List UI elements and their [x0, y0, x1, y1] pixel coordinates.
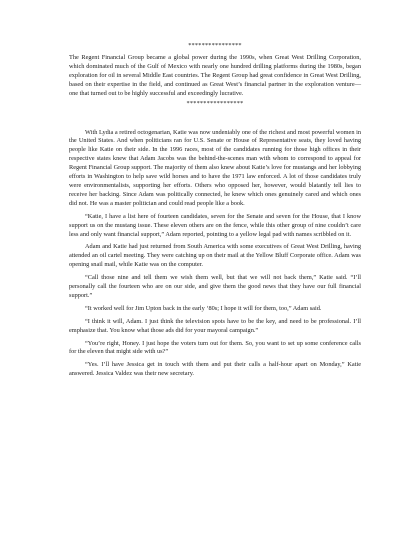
body-paragraph: With Lydia a retired octogenarian, Katie was now undeniably one of the richest and most powerful women in the United States. And when politicians ran for U.S. Senate or House of Representative seats, they loved having people like Katie on their side. In the 1996 races, most of the candidates running for those high offices in their respective states knew that Adam Jacobs was the behind-the-scenes man with whom to correspond to appeal for Regent Financial Group support. The majority of them also knew about Katie’s love for mustangs and her lobbying efforts in Washington to help save wild horses and to have the 1971 law enforced. A lot of those candidates truly were environmentalists, supporting her efforts. Others who opposed her, however, would blatantly tell lies to receive her backing. Since Adam was politically connected, he knew which ones genuinely cared and which ones did not. He was a master politician and could read people like a book. — [69, 128, 361, 207]
body-paragraph: “You’re right, Honey. I just hope the voters turn out for them. So, you want to set up some conference calls for the eleven that might side with us?” — [69, 339, 361, 356]
section-separator-bottom: ***************** — [186, 99, 244, 107]
section-separator-top: **************** — [188, 42, 242, 49]
book-page — [69, 42, 361, 379]
body-paragraph: “Katie, I have a list here of fourteen candidates, seven for the Senate and seven for the House, that I know support us on the mustang issue. These eleven others are on the fence, while this other group of nine couldn’t care less and only want financial support,” Adam reported, pointing to a yellow legal pad with names scribbled on it. — [69, 212, 361, 238]
body-paragraph: Adam and Katie had just returned from South America with some executives of Great West Drilling, having attended an oil cartel meeting. They were catching up on their mail at the Yellow Bluff Corporate office. Adam was opening snail mail, while Katie was on the computer. — [69, 243, 361, 269]
body-paragraph: “Call those nine and tell them we wish them well, but that we will not back them,” Katie said. “I’ll personally call the fourteen who are on our side, and give them the good news that they have our full financial support.” — [69, 274, 361, 299]
body-paragraph: “Yes. I’ll have Jessica get in touch with them and put their calls a half-hour apart on Monday,” Katie answered. Jessica Valdez was their new secretary. — [69, 361, 361, 378]
body-paragraph: “I think it will, Adam. I just think the television spots have to be the key, and need to be professional. I’ll emphasize that. You know what those ads did for your mayoral campaign.” — [69, 317, 361, 334]
body-paragraph: “It worked well for Jim Upton back in the early ‘80s; I hope it will for them, too,” Adam said. — [85, 304, 322, 312]
intro-paragraph: The Regent Financial Group became a global power during the 1990s, when Great West Drilling Corporation, which dominated much of the Gulf of Mexico with nearly one hundred drilling platforms during the 1980s, began exploration for oil in several Middle East countries. The Regent Group had great confidence in Great West Drilling, based on their expertise in the field, and continued as Great West’s financial partner in the exploration venture—one that turned out to be highly successful and exceedingly lucrative. — [69, 54, 361, 97]
